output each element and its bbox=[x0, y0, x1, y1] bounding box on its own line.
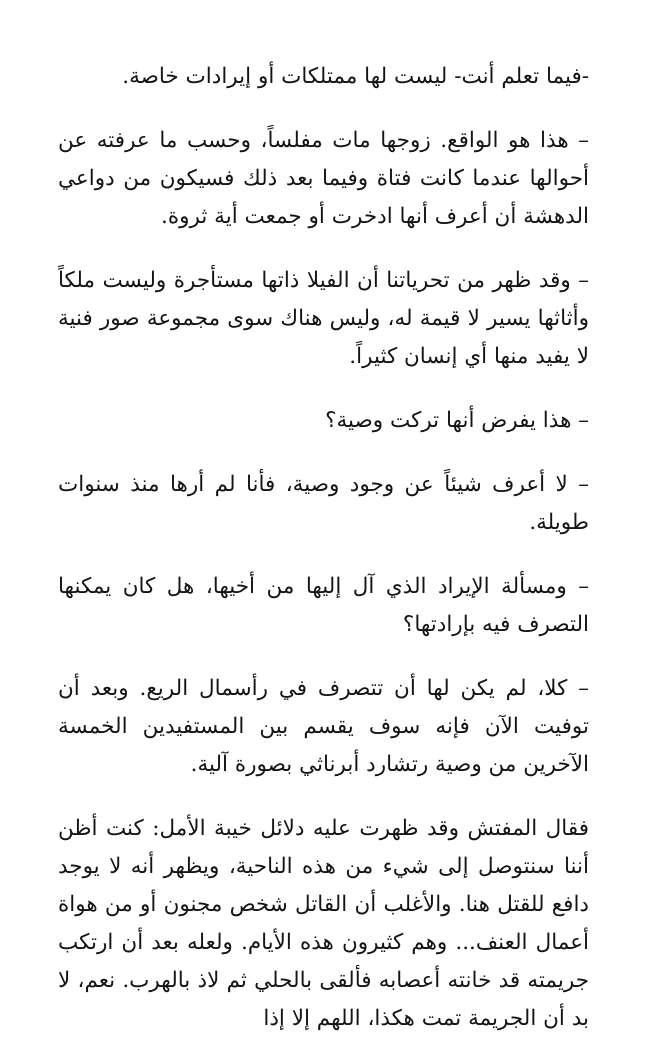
paragraph-4: – هذا يفرض أنها تركت وصية؟ bbox=[325, 408, 589, 433]
paragraph-1: -فيما تعلم أنت- ليست لها ممتلكات أو إيرادات خاصة. bbox=[122, 64, 589, 89]
paragraph-3: – وقد ظهر من تحرياتنا أن الفيلا ذاتها مستأجرة وليست ملكاً وأثاثها يسير لا قيمة له، وليس هناك سوى مجموعة صور فنية لا يفيد منها أي إنسان كثيراً. bbox=[58, 268, 589, 369]
paragraph-5: – لا أعرف شيئاً عن وجود وصية، فأنا لم أرها منذ سنوات طويلة. bbox=[58, 472, 589, 535]
paragraph-8: فقال المفتش وقد ظهرت عليه دلائل خيبة الأمل: كنت أظن أننا سنتوصل إلى شيء من هذه الناحية، ويظهر أنه لا يوجد دافع للقتل هنا. والأغلب أن القاتل شخص مجنون أو من هواة أعمال العنف... وهم كثيرون هذه الأيام. ولعله بعد أن ارتكب جريمته قد خانته أعصابه فألقى بالحلي ثم لاذ بالهرب. نعم، لا بد أن الجريمة تمت هكذا، اللهم إلا إذا bbox=[58, 816, 589, 1031]
paragraph-2: – هذا هو الواقع. زوجها مات مفلساً، وحسب ما عرفته عن أحوالها عندما كانت فتاة وفيما بعد ذلك فسيكون من دواعي الدهشة أن أعرف أنها ادخرت أو جمعت أية ثروة. bbox=[58, 128, 589, 229]
paragraph-7: – كلا، لم يكن لها أن تتصرف في رأسمال الريع. وبعد أن توفيت الآن فإنه سوف يقسم بين المستفيدين الخمسة الآخرين من وصية رتشارد أبرناثي بصورة آلية. bbox=[58, 676, 589, 777]
paragraph-6: – ومسألة الإيراد الذي آل إليها من أخيها، هل كان يمكنها التصرف فيه بإرادتها؟ bbox=[58, 574, 589, 637]
